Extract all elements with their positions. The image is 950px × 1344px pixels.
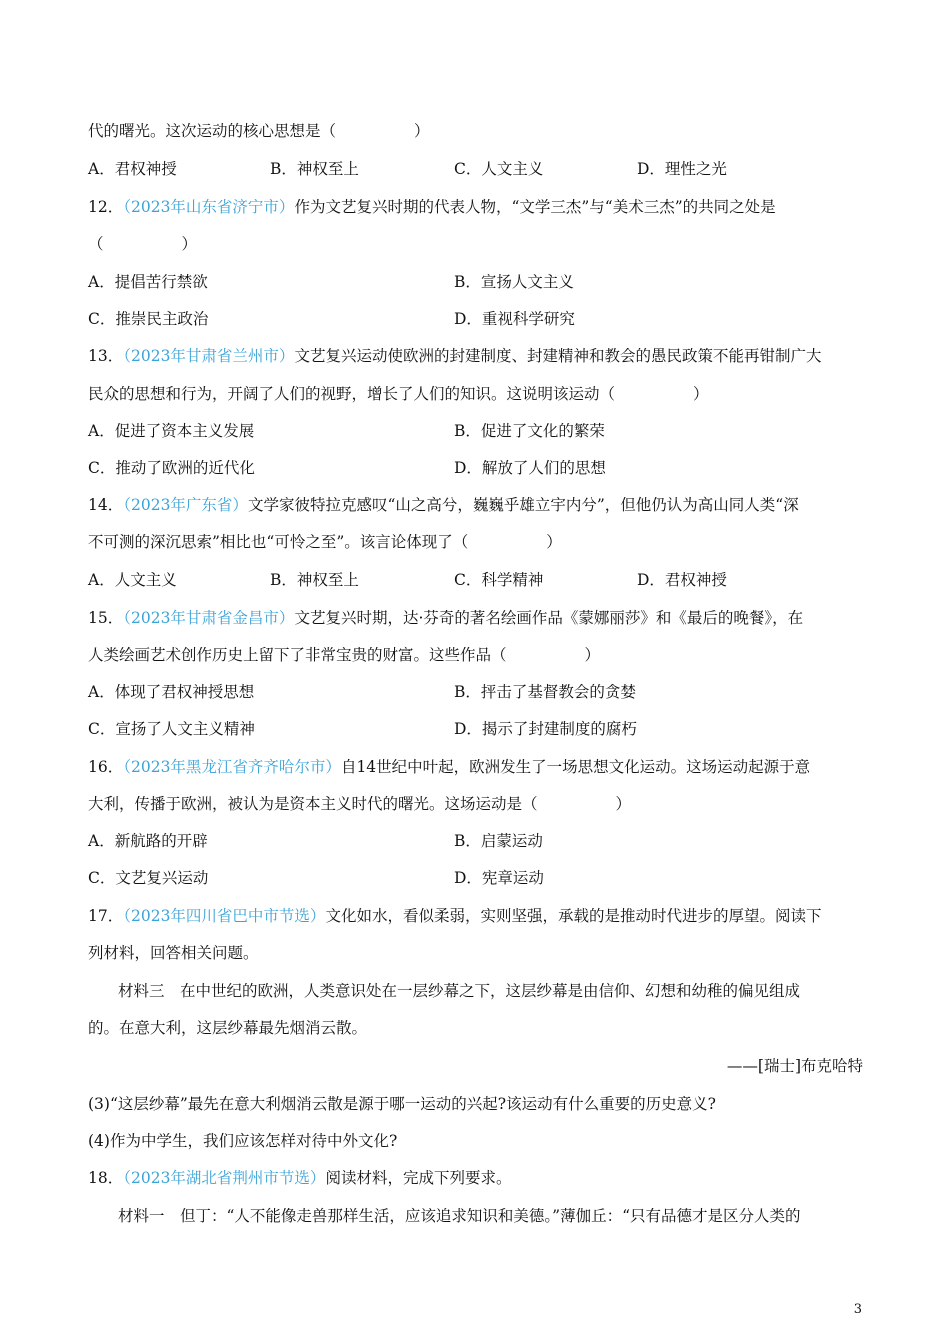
option-d: D．重视科学研究 <box>454 310 575 328</box>
material-one: 材料一 但丁：“人不能像走兽那样生活，应该追求知识和美德。”薄伽丘：“只有品德才是区分人类的 <box>118 1207 801 1225</box>
question-12-options-row1 <box>88 272 863 292</box>
option-d: D．君权神授 <box>637 571 727 589</box>
question-16-options-row1 <box>88 831 863 851</box>
question-15-stem: 15．（2023年甘肃省金昌市）文艺复兴时期，达·芬奇的著名绘画作品《蒙娜丽莎》和《最后的晚餐》，在 <box>88 609 804 627</box>
question-number: 18． <box>88 1169 124 1187</box>
question-16-stem: 16．（2023年黑龙江省齐齐哈尔市）自14世纪中叶起，欧洲发生了一场思想文化运动。这场运动起源于意 <box>88 758 811 776</box>
option-c: C．文艺复兴运动 <box>88 869 209 887</box>
question-14-stem: 14．（2023年广东省）文学家彼特拉克感叹“山之高兮，巍巍乎雄立宇内兮”，但他仍认为高山同人类“深 <box>88 496 799 514</box>
option-c: C．人文主义 <box>454 160 544 178</box>
question-16-options-row2 <box>88 868 863 888</box>
question-source: （2023年黑龙江省齐齐哈尔市） <box>123 758 341 776</box>
question-13-stem: 13．（2023年甘肃省兰州市）文艺复兴运动使欧洲的封建制度、封建精神和教会的愚民政策不能再钳制广大 <box>88 347 822 365</box>
question-12-stem-cont: （ ） <box>88 235 198 253</box>
option-a: A．人文主义 <box>88 571 177 589</box>
option-b: B．抨击了基督教会的贪婪 <box>454 683 636 701</box>
option-a: A．新航路的开辟 <box>88 832 208 850</box>
question-12-stem: 12．（2023年山东省济宁市）作为文艺复兴时期的代表人物，“文学三杰”与“美术三杰”的共同之处是 <box>88 198 776 216</box>
subquestion-4: (4)作为中学生，我们应该怎样对待中外文化? <box>88 1132 398 1150</box>
option-a: A．促进了资本主义发展 <box>88 422 255 440</box>
question-15-options-row2 <box>88 719 863 739</box>
question-number: 16． <box>88 758 124 776</box>
option-d: D．解放了人们的思想 <box>454 459 606 477</box>
question-11-options <box>88 159 863 179</box>
question-number: 15． <box>88 609 124 627</box>
material-three-cont: 的。在意大利，这层纱幕最先烟消云散。 <box>88 1019 368 1037</box>
question-number: 12． <box>88 198 124 216</box>
material-three: 材料三 在中世纪的欧洲，人类意识处在一层纱幕之下，这层纱幕是由信仰、幻想和幼稚的偏见组成 <box>118 982 801 1000</box>
option-c: C．推动了欧洲的近代化 <box>88 459 255 477</box>
question-source: （2023年广东省） <box>123 496 248 514</box>
option-b: B．促进了文化的繁荣 <box>454 422 605 440</box>
question-13-options-row1 <box>88 421 863 441</box>
option-b: B．启蒙运动 <box>454 832 543 850</box>
question-18-stem: 18．（2023年湖北省荆州市节选）阅读材料，完成下列要求。 <box>88 1169 512 1187</box>
question-source: （2023年甘肃省兰州市） <box>123 347 295 365</box>
question-source: （2023年山东省济宁市） <box>123 198 295 216</box>
subquestion-3: (3)“这层纱幕”最先在意大利烟消云散是源于哪一运动的兴起?该运动有什么重要的历史意义? <box>88 1095 716 1113</box>
option-a: A．君权神授 <box>88 160 177 178</box>
question-11-stem: 代的曙光。这次运动的核心思想是（ ） <box>88 122 430 140</box>
option-d: D．宪章运动 <box>454 869 544 887</box>
question-number: 13． <box>88 347 124 365</box>
option-d: D．揭示了封建制度的腐朽 <box>454 720 637 738</box>
option-a: A．提倡苦行禁欲 <box>88 273 208 291</box>
question-15-stem-cont: 人类绘画艺术创作历史上留下了非常宝贵的财富。这些作品（ ） <box>88 646 601 664</box>
page-number: 3 <box>853 1302 862 1317</box>
material-attribution: ——[瑞士]布克哈特 <box>726 1057 863 1075</box>
option-b: B．宣扬人文主义 <box>454 273 574 291</box>
option-b: B．神权至上 <box>270 160 359 178</box>
question-14-stem-cont: 不可测的深沉思索”相比也“可怜之至”。该言论体现了（ ） <box>88 533 562 551</box>
option-a: A．体现了君权神授思想 <box>88 683 255 701</box>
option-c: C．推崇民主政治 <box>88 310 209 328</box>
option-c: C．宣扬了人文主义精神 <box>88 720 255 738</box>
question-17-stem-cont: 列材料，回答相关问题。 <box>88 944 259 962</box>
question-17-stem: 17．（2023年四川省巴中市节选）文化如水，看似柔弱，实则坚强，承载的是推动时代进步的厚望。阅读下 <box>88 907 822 925</box>
question-source: （2023年甘肃省金昌市） <box>123 609 295 627</box>
question-number: 14． <box>88 496 124 514</box>
question-14-options <box>88 570 863 590</box>
question-12-options-row2 <box>88 309 863 329</box>
option-d: D．理性之光 <box>637 160 727 178</box>
question-16-stem-cont: 大利，传播于欧洲，被认为是资本主义时代的曙光。这场运动是（ ） <box>88 795 632 813</box>
question-source: （2023年四川省巴中市节选） <box>123 907 326 925</box>
question-source: （2023年湖北省荆州市节选） <box>123 1169 326 1187</box>
question-number: 17． <box>88 907 124 925</box>
question-15-options-row1 <box>88 682 863 702</box>
option-b: B．神权至上 <box>270 571 359 589</box>
option-c: C．科学精神 <box>454 571 544 589</box>
question-13-stem-cont: 民众的思想和行为，开阔了人们的视野，增长了人们的知识。这说明该运动（ ） <box>88 385 709 403</box>
question-13-options-row2 <box>88 458 863 478</box>
